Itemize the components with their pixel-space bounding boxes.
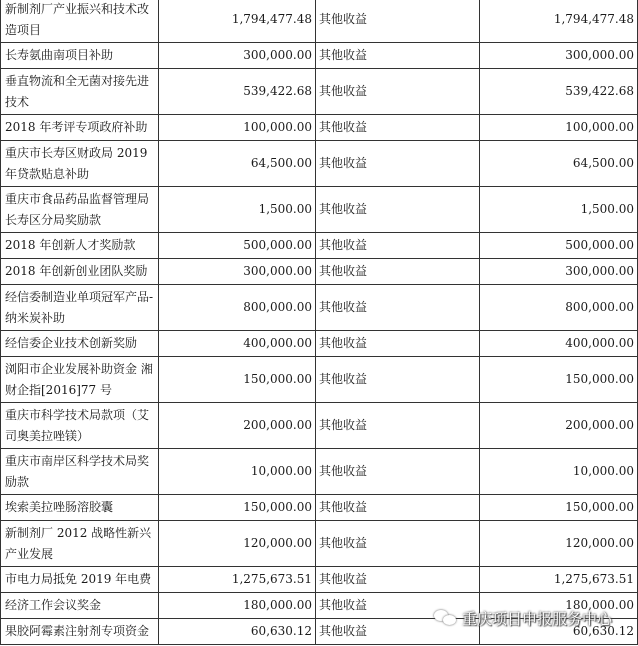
row-amount-cell: 300,000.00	[159, 259, 316, 285]
row-name-cell: 长寿氨曲南项目补助	[1, 43, 159, 69]
row-amount2-cell: 300,000.00	[480, 43, 638, 69]
table-row	[1, 43, 638, 69]
table-row	[1, 495, 638, 521]
row-item-cell: 其他收益	[316, 331, 480, 357]
table-row	[1, 187, 638, 233]
row-amount2-cell: 539,422.68	[480, 69, 638, 115]
row-amount2-cell: 10,000.00	[480, 449, 638, 495]
table-row	[1, 357, 638, 403]
row-amount-cell: 500,000.00	[159, 233, 316, 259]
row-name-cell: 重庆市长寿区财政局 2019 年贷款贴息补助	[1, 141, 159, 187]
row-name-cell: 埃索美拉唑肠溶胶囊	[1, 495, 159, 521]
row-amount-cell: 100,000.00	[159, 115, 316, 141]
wechat-icon	[434, 608, 458, 628]
row-item-cell: 其他收益	[316, 285, 480, 331]
row-name-cell: 新制剂厂 2012 战略性新兴产业发展	[1, 521, 159, 567]
row-item-cell: 其他收益	[316, 141, 480, 187]
row-item-cell: 其他收益	[316, 259, 480, 285]
row-name-cell: 2018 年考评专项政府补助	[1, 115, 159, 141]
row-amount2-cell: 60,630.12	[480, 619, 638, 645]
row-amount-cell: 300,000.00	[159, 43, 316, 69]
row-item-cell: 其他收益	[316, 449, 480, 495]
table-row	[1, 403, 638, 449]
row-amount2-cell: 200,000.00	[480, 403, 638, 449]
row-item-cell: 其他收益	[316, 403, 480, 449]
row-item-cell: 其他收益	[316, 357, 480, 403]
row-item-cell: 其他收益	[316, 0, 480, 43]
row-item-cell: 其他收益	[316, 115, 480, 141]
row-amount-cell: 150,000.00	[159, 357, 316, 403]
table-row	[1, 449, 638, 495]
row-name-cell: 垂直物流和全无菌对接先进技术	[1, 69, 159, 115]
row-amount2-cell: 150,000.00	[480, 357, 638, 403]
table-row	[1, 567, 638, 593]
row-amount-cell: 539,422.68	[159, 69, 316, 115]
row-amount-cell: 400,000.00	[159, 331, 316, 357]
row-amount-cell: 800,000.00	[159, 285, 316, 331]
row-amount2-cell: 1,275,673.51	[480, 567, 638, 593]
row-name-cell: 市电力局抵免 2019 年电费	[1, 567, 159, 593]
row-amount-cell: 64,500.00	[159, 141, 316, 187]
row-amount2-cell: 1,500.00	[480, 187, 638, 233]
row-amount-cell: 1,500.00	[159, 187, 316, 233]
row-name-cell: 经信委制造业单项冠军产品-纳米炭补助	[1, 285, 159, 331]
row-item-cell: 其他收益	[316, 43, 480, 69]
row-name-cell: 重庆市食品药品监督管理局长寿区分局奖励款	[1, 187, 159, 233]
row-item-cell: 其他收益	[316, 567, 480, 593]
row-name-cell: 果胶阿霉素注射剂专项资金	[1, 619, 159, 645]
row-name-cell: 浏阳市企业发展补助资金 湘财企指[2016]77 号	[1, 357, 159, 403]
row-amount2-cell: 400,000.00	[480, 331, 638, 357]
row-amount-cell: 120,000.00	[159, 521, 316, 567]
row-amount-cell: 180,000.00	[159, 593, 316, 619]
row-amount2-cell: 180,000.00	[480, 593, 638, 619]
table-row	[1, 69, 638, 115]
watermark	[434, 604, 612, 632]
row-amount2-cell: 500,000.00	[480, 233, 638, 259]
row-item-cell: 其他收益	[316, 521, 480, 567]
row-name-cell: 重庆市科学技术局款项（艾司奥美拉唑镁）	[1, 403, 159, 449]
row-item-cell: 其他收益	[316, 495, 480, 521]
row-amount2-cell: 64,500.00	[480, 141, 638, 187]
row-item-cell: 其他收益	[316, 593, 480, 619]
row-name-cell: 2018 年创新创业团队奖励	[1, 259, 159, 285]
table-row	[1, 141, 638, 187]
row-item-cell: 其他收益	[316, 187, 480, 233]
row-name-cell: 新制剂厂产业振兴和技术改造项目	[1, 0, 159, 43]
row-amount2-cell: 120,000.00	[480, 521, 638, 567]
row-amount2-cell: 150,000.00	[480, 495, 638, 521]
row-name-cell: 经济工作会议奖金	[1, 593, 159, 619]
table-row	[1, 0, 638, 43]
watermark-text: 重庆项目申报服务中心	[461, 609, 612, 628]
table-row	[1, 521, 638, 567]
row-item-cell: 其他收益	[316, 69, 480, 115]
row-amount-cell: 10,000.00	[159, 449, 316, 495]
row-amount-cell: 60,630.12	[159, 619, 316, 645]
table-row	[1, 115, 638, 141]
row-amount-cell: 200,000.00	[159, 403, 316, 449]
row-amount2-cell: 1,794,477.48	[480, 0, 638, 43]
table-row	[1, 331, 638, 357]
row-amount-cell: 150,000.00	[159, 495, 316, 521]
row-name-cell: 经信委企业技术创新奖励	[1, 331, 159, 357]
table-row	[1, 285, 638, 331]
table-row	[1, 233, 638, 259]
row-name-cell: 2018 年创新人才奖励款	[1, 233, 159, 259]
row-item-cell: 其他收益	[316, 233, 480, 259]
row-name-cell: 重庆市南岸区科学技术局奖励款	[1, 449, 159, 495]
row-amount-cell: 1,275,673.51	[159, 567, 316, 593]
row-amount2-cell: 100,000.00	[480, 115, 638, 141]
row-amount2-cell: 800,000.00	[480, 285, 638, 331]
row-amount2-cell: 300,000.00	[480, 259, 638, 285]
row-item-cell: 其他收益	[316, 619, 480, 645]
table-row	[1, 259, 638, 285]
row-amount-cell: 1,794,477.48	[159, 0, 316, 43]
